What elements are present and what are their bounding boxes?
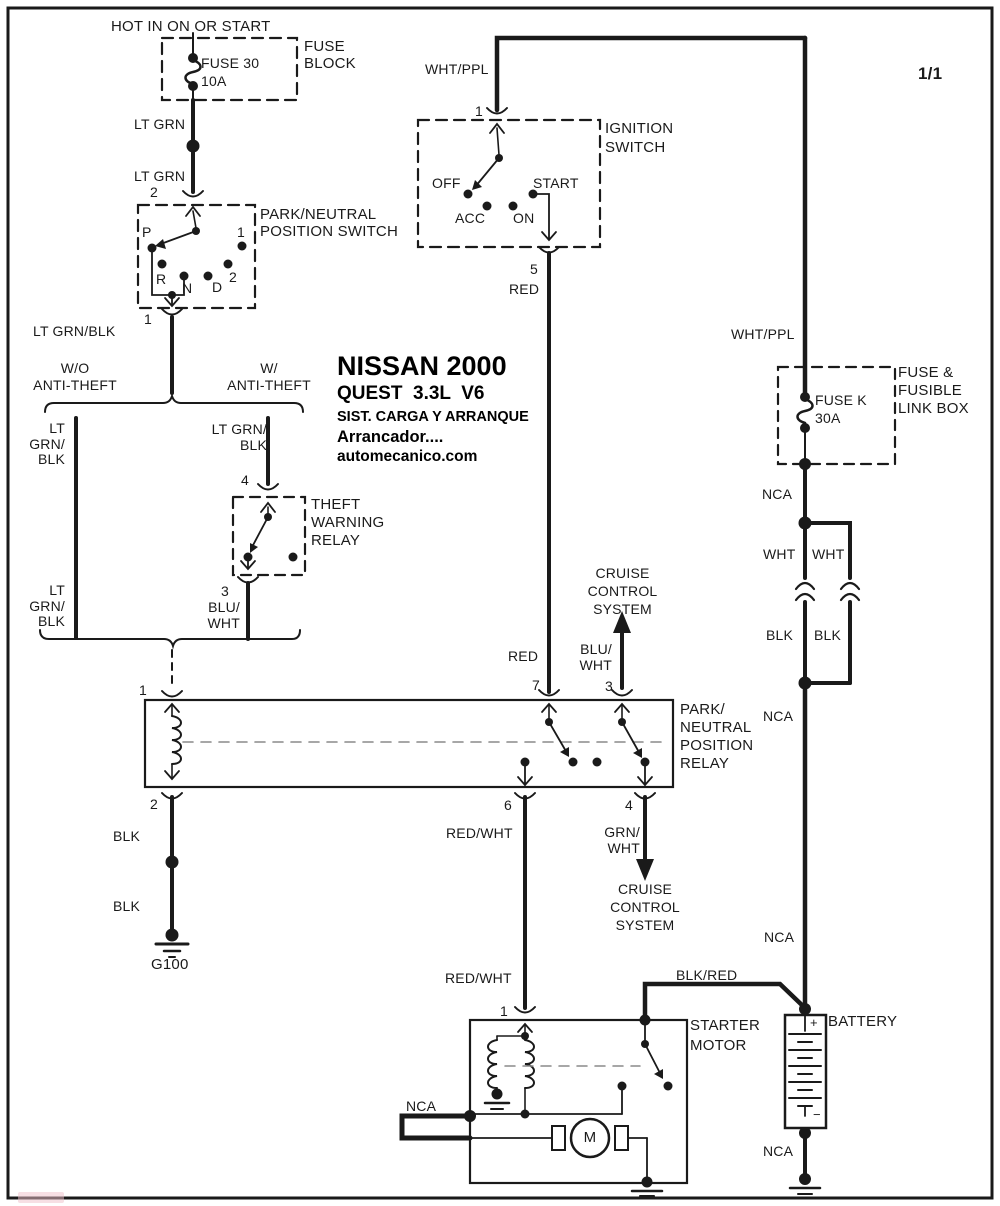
starter-pin1: 1 <box>500 1003 508 1019</box>
wire-lt-grn-blk-stack-1 <box>23 421 65 468</box>
pn-relay-name-line4: RELAY <box>680 755 730 772</box>
pns-pin2: 2 <box>150 184 158 200</box>
starter-name-line1: STARTER <box>690 1017 761 1034</box>
relay-pin3: 3 <box>605 678 613 694</box>
battery-minus: − <box>813 1107 821 1122</box>
wire-nca-starter: NCA <box>406 1098 437 1114</box>
relay-pin1: 1 <box>139 682 147 698</box>
motor-m-letter: M <box>583 1129 597 1146</box>
wire-red-1: RED <box>509 281 540 297</box>
blu-line: BLU/ <box>580 641 612 657</box>
fuse-block-name-line1: FUSE <box>304 38 345 55</box>
title-line2: QUEST 3.3L V6 <box>337 383 485 404</box>
pn-relay-name-line2: NEUTRAL <box>680 719 752 736</box>
fuse30-rating: 10A <box>201 73 227 89</box>
title-line4: Arrancador.... <box>337 428 444 446</box>
twr-name-line1: THEFT <box>311 496 361 513</box>
wht-line: WHT <box>579 657 612 673</box>
battery-plus: + <box>810 1015 818 1030</box>
ign-pin1: 1 <box>475 103 483 119</box>
pns-pos-r: R <box>156 271 167 287</box>
wht-line: WHT <box>207 615 240 631</box>
ign-pin5: 5 <box>530 261 538 277</box>
blk-line: BLK <box>37 613 65 629</box>
battery-label: BATTERY <box>828 1013 898 1030</box>
title-block <box>337 351 529 466</box>
ign-pos-off: OFF <box>432 175 461 191</box>
lt-grn-line: LT GRN/ <box>211 421 267 437</box>
wire-nca-1: NCA <box>762 486 793 502</box>
grn-line: GRN/ <box>29 597 65 614</box>
blk-line: BLK <box>37 451 65 467</box>
flb-name-line1: FUSE & <box>898 364 954 381</box>
cruise-control-upper <box>580 564 665 618</box>
wire-lt-grn-blk: LT GRN/BLK <box>33 323 116 339</box>
pns-pos-d: D <box>212 279 223 295</box>
cruise-line1: CRUISE <box>617 881 673 897</box>
flb-name-line3: LINK BOX <box>898 400 969 417</box>
relay-pin2: 2 <box>150 796 158 812</box>
ign-pos-start: START <box>533 175 579 191</box>
fuse-block-name <box>304 38 356 72</box>
title-line3: SIST. CARGA Y ARRANQUE <box>337 409 529 425</box>
starter-motor-symbol <box>402 1007 687 1196</box>
flb-name-line2: FUSIBLE <box>898 382 962 399</box>
wire-blk-right: BLK <box>814 627 842 643</box>
wht-line: WHT <box>607 840 640 856</box>
theft-warning-relay-symbol <box>233 484 305 639</box>
hot-in-label: HOT IN ON OR START <box>111 18 271 35</box>
wire-nca-4: NCA <box>763 1143 794 1159</box>
cruise-line2: CONTROL <box>610 899 680 915</box>
wire-lt-grn-blk-stack-right <box>203 421 267 453</box>
twr-pin4: 4 <box>241 472 249 488</box>
wire-blk-left: BLK <box>766 627 794 643</box>
page-number: 1/1 <box>918 64 943 83</box>
cruise-line3: SYSTEM <box>615 917 675 933</box>
fuse30-name: FUSE 30 <box>201 55 260 71</box>
wire-nca-2: NCA <box>763 708 794 724</box>
wire-red-wht-2: RED/WHT <box>445 970 512 986</box>
pns-pin1: 1 <box>144 311 152 327</box>
blk-line: BLK <box>239 437 267 453</box>
blu-line: BLU/ <box>208 599 240 615</box>
w-label: W/ <box>260 360 278 376</box>
relay-pin6: 6 <box>504 797 512 813</box>
anti-theft-label-left: ANTI-THEFT <box>33 377 117 393</box>
wire-wht-right: WHT <box>812 546 845 562</box>
title-line5: automecanico.com <box>337 448 478 465</box>
wire-lt-grn-blk-stack-2 <box>23 583 65 630</box>
wire-blk-1: BLK <box>113 828 141 844</box>
twr-name <box>311 496 384 550</box>
ign-pos-on: ON <box>513 210 535 226</box>
starter-name-line2: MOTOR <box>690 1037 747 1054</box>
wire-lt-grn-1: LT GRN <box>134 116 186 132</box>
pns-pos-n: N <box>182 280 193 296</box>
fusek-name: FUSE K <box>815 392 867 408</box>
cruise-line1: CRUISE <box>595 565 650 581</box>
twr-name-line2: WARNING <box>311 514 385 531</box>
wire-lt-grn-2: LT GRN <box>134 168 186 184</box>
starter-name <box>690 1016 760 1056</box>
relay-pin4: 4 <box>625 797 633 813</box>
branch-wo-anti-theft <box>31 360 119 394</box>
pns-pos-1: 1 <box>237 224 245 240</box>
pn-relay-name <box>680 701 753 773</box>
pns-pos-p: P <box>142 224 152 240</box>
pns-name-line2: POSITION SWITCH <box>260 223 398 240</box>
pn-relay-name-line1: PARK/ <box>680 701 725 718</box>
wire-wht-left: WHT <box>763 546 796 562</box>
ign-name-line1: IGNITION <box>605 120 674 137</box>
park-neutral-relay-symbol <box>145 690 673 799</box>
pns-pos-2: 2 <box>229 269 237 285</box>
wire-wht-ppl-ignition: WHT/PPL <box>425 61 489 77</box>
wire-nca-3: NCA <box>764 929 795 945</box>
lt-line: LT <box>49 582 65 598</box>
battery-symbol <box>785 1015 826 1194</box>
twr-pin3: 3 <box>221 583 229 599</box>
flb-name <box>898 364 969 418</box>
anti-theft-label-right: ANTI-THEFT <box>227 377 311 393</box>
wire-blk-red: BLK/RED <box>676 967 738 983</box>
wire-blk-2: BLK <box>113 898 141 914</box>
relay-pin7: 7 <box>532 677 540 693</box>
pns-name <box>260 206 398 240</box>
ign-name <box>605 119 673 157</box>
twr-name-line3: RELAY <box>311 532 361 549</box>
wire-red-2: RED <box>508 648 539 664</box>
logo-remnant <box>18 1192 64 1203</box>
fuse-block-name-line2: BLOCK <box>304 55 356 72</box>
cruise-line3: SYSTEM <box>593 601 652 617</box>
title-line1: NISSAN 2000 <box>337 351 507 381</box>
ign-pos-acc: ACC <box>455 210 486 226</box>
cruise-line2: CONTROL <box>587 583 658 599</box>
ign-name-line2: SWITCH <box>605 139 666 156</box>
wire-wht-ppl-right: WHT/PPL <box>731 326 795 342</box>
wire-red-wht-1: RED/WHT <box>446 825 513 841</box>
pns-name-line1: PARK/NEUTRAL <box>260 206 377 223</box>
wire-grn-wht <box>598 824 640 856</box>
wire-blu-wht-theft <box>196 599 240 631</box>
grn-line: GRN/ <box>604 824 640 840</box>
cruise-control-lower <box>602 880 688 934</box>
grn-line: GRN/ <box>29 435 65 452</box>
lt-line: LT <box>49 420 65 436</box>
ground-g100: G100 <box>151 956 189 973</box>
wire-blu-wht-relay <box>570 641 612 673</box>
fusek-rating: 30A <box>815 410 841 426</box>
wo-label: W/O <box>60 360 90 376</box>
pn-relay-name-line3: POSITION <box>680 737 754 754</box>
branch-w-anti-theft <box>225 360 313 394</box>
battery-feed-circuit <box>778 38 895 1015</box>
